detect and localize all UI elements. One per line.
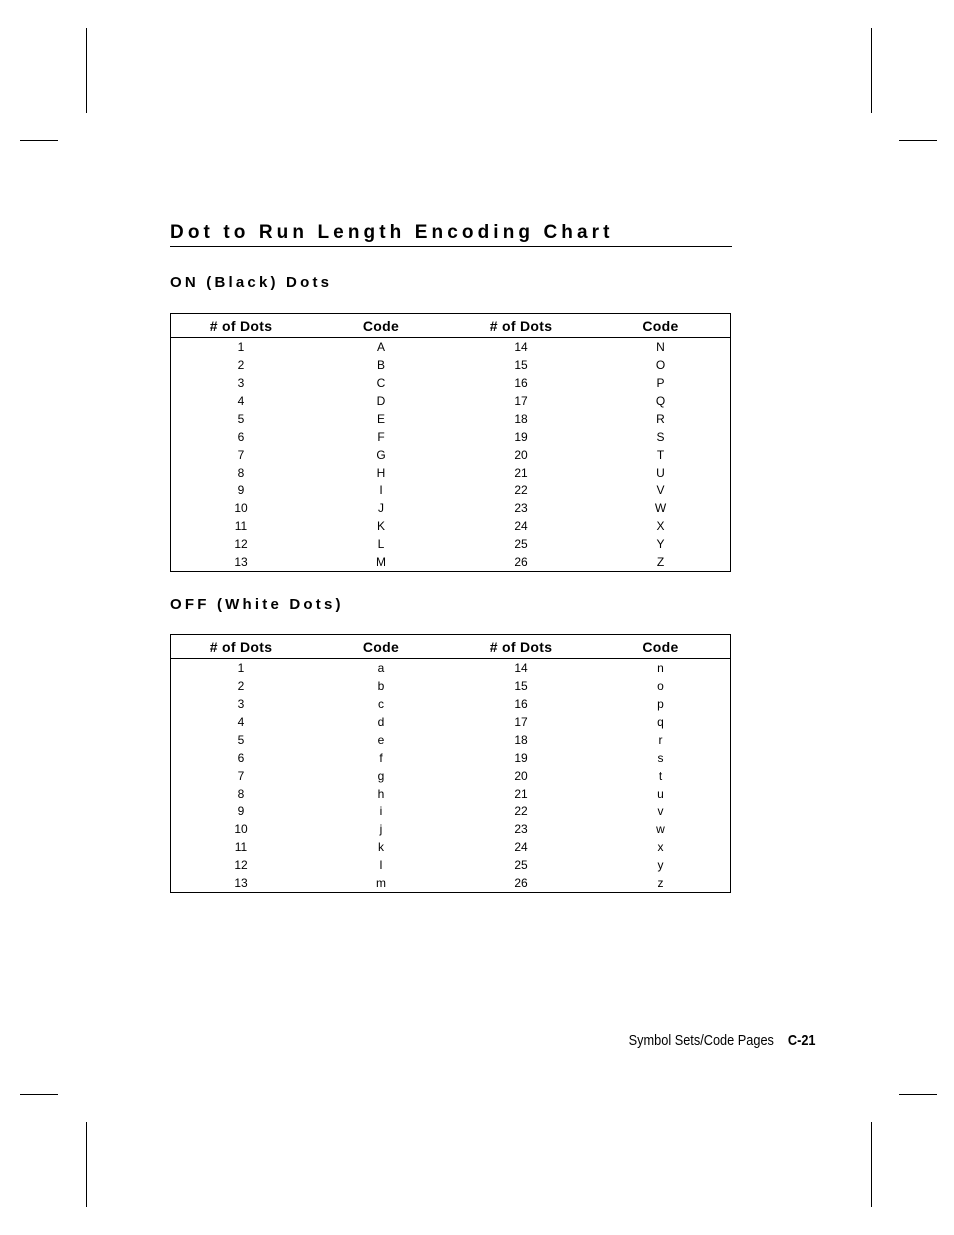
cell-code: c (378, 696, 384, 711)
cell-dots: 2 (237, 678, 245, 693)
header-code-2: Code (642, 317, 679, 334)
cell-code: Y (656, 537, 665, 552)
cell-dots: 12 (234, 858, 248, 873)
cell-code: L (377, 537, 385, 552)
table-row (171, 356, 730, 374)
cell-code: V (656, 483, 665, 498)
cell-dots: 18 (514, 732, 528, 747)
cell-code: A (376, 339, 385, 354)
cell-dots: 21 (514, 465, 528, 480)
cell-dots: 18 (514, 411, 528, 426)
cell-code: z (657, 876, 664, 891)
header-code-2: Code (642, 638, 679, 655)
cell-code: h (377, 786, 385, 801)
cell-dots: 6 (237, 429, 245, 444)
table-row (171, 874, 730, 892)
table-row (171, 499, 730, 517)
cell-dots: 7 (237, 447, 245, 462)
cell-dots: 8 (237, 465, 245, 480)
cell-dots: 26 (514, 555, 528, 570)
table-row (171, 517, 730, 535)
cell-code: O (655, 357, 666, 372)
cell-code: b (377, 678, 385, 693)
cell-dots: 6 (237, 750, 245, 765)
cell-code: X (656, 519, 665, 534)
cell-dots: 19 (514, 429, 528, 444)
table-row (171, 464, 730, 482)
cell-code: q (657, 714, 664, 729)
table-row (171, 410, 730, 428)
crop-mark-bottom-right-horizontal (899, 1094, 937, 1095)
header-dots-1: # of Dots (209, 638, 273, 655)
cell-code: x (657, 840, 664, 855)
crop-mark-bottom-left-horizontal (20, 1094, 58, 1095)
table-row (171, 838, 730, 856)
cell-code: Z (656, 555, 665, 570)
cell-code: P (656, 375, 665, 390)
cell-code: U (656, 465, 665, 480)
cell-dots: 20 (514, 768, 528, 783)
cell-dots: 25 (514, 537, 528, 552)
cell-code: B (376, 357, 385, 372)
cell-dots: 19 (514, 750, 528, 765)
cell-dots: 9 (237, 804, 245, 819)
cell-code: f (379, 750, 383, 765)
cell-code: I (379, 483, 383, 498)
table-row (171, 553, 730, 571)
cell-dots: 16 (514, 375, 528, 390)
table-row (171, 374, 730, 392)
page-number: C-21 (788, 1032, 816, 1049)
cell-dots: 16 (514, 696, 528, 711)
cell-code: y (657, 858, 664, 873)
cell-code: n (657, 660, 664, 675)
page-title: Dot to Run Length Encoding Chart (170, 221, 732, 247)
table-row (171, 446, 730, 464)
crop-mark-bottom-right-vertical (871, 1122, 872, 1207)
cell-dots: 14 (514, 660, 528, 675)
footer-section-label: Symbol Sets/Code Pages (628, 1032, 774, 1049)
cell-code: o (657, 678, 664, 693)
cell-code: d (377, 714, 385, 729)
cell-dots: 2 (237, 357, 245, 372)
cell-code: G (376, 447, 386, 462)
cell-code: v (657, 804, 664, 819)
off-dots-table-header (171, 635, 730, 659)
cell-code: r (658, 732, 663, 747)
cell-dots: 3 (237, 375, 245, 390)
cell-dots: 15 (514, 357, 528, 372)
cell-dots: 13 (234, 555, 248, 570)
cell-dots: 12 (234, 537, 248, 552)
cell-dots: 5 (237, 732, 245, 747)
cell-code: Q (655, 393, 666, 408)
off-dots-table (170, 634, 731, 893)
cell-code: T (656, 447, 665, 462)
cell-code: D (376, 393, 386, 408)
cell-code: C (376, 375, 386, 390)
table-row (171, 856, 730, 874)
cell-code: N (656, 339, 665, 354)
crop-mark-top-right-vertical (871, 28, 872, 113)
table-row (171, 695, 730, 713)
on-dots-table-header (171, 314, 730, 338)
table-row (171, 392, 730, 410)
table-row (171, 428, 730, 446)
header-dots-1: # of Dots (209, 317, 273, 334)
table-row (171, 820, 730, 838)
on-dots-table (170, 313, 731, 572)
cell-code: M (376, 555, 386, 570)
cell-code: k (378, 840, 384, 855)
header-dots-2: # of Dots (489, 638, 553, 655)
table-row (171, 482, 730, 500)
cell-dots: 3 (237, 696, 245, 711)
off-dots-heading: OFF (White Dots) (170, 596, 344, 613)
cell-code: g (377, 768, 385, 783)
table-row (171, 338, 730, 356)
cell-dots: 23 (514, 822, 528, 837)
on-dots-table-body (171, 338, 730, 571)
cell-dots: 1 (237, 660, 245, 675)
cell-code: s (657, 750, 664, 765)
cell-dots: 13 (234, 876, 248, 891)
cell-dots: 11 (234, 840, 248, 855)
cell-dots: 24 (514, 840, 528, 855)
cell-code: S (656, 429, 665, 444)
cell-dots: 8 (237, 786, 245, 801)
cell-code: R (656, 411, 665, 426)
cell-dots: 7 (237, 768, 245, 783)
table-row (171, 535, 730, 553)
cell-dots: 14 (514, 339, 528, 354)
cell-code: m (376, 876, 386, 891)
cell-code: H (376, 465, 386, 480)
cell-dots: 25 (514, 858, 528, 873)
cell-code: W (654, 501, 667, 516)
off-dots-table-body (171, 659, 730, 892)
cell-code: a (377, 660, 385, 675)
cell-dots: 4 (237, 393, 245, 408)
cell-dots: 5 (237, 411, 245, 426)
cell-dots: 24 (514, 519, 528, 534)
cell-dots: 4 (237, 714, 245, 729)
cell-code: F (377, 429, 385, 444)
table-row (171, 731, 730, 749)
cell-dots: 20 (514, 447, 528, 462)
header-dots-2: # of Dots (489, 317, 553, 334)
table-row (171, 659, 730, 677)
cell-dots: 11 (234, 519, 248, 534)
crop-mark-top-right-horizontal (899, 140, 937, 141)
cell-dots: 17 (514, 393, 528, 408)
page-footer (560, 1031, 816, 1051)
cell-code: J (378, 501, 384, 516)
table-row (171, 785, 730, 803)
cell-dots: 10 (234, 501, 248, 516)
table-row (171, 713, 730, 731)
table-row (171, 677, 730, 695)
cell-dots: 26 (514, 876, 528, 891)
crop-mark-top-left-horizontal (20, 140, 58, 141)
cell-code: e (377, 732, 385, 747)
cell-dots: 17 (514, 714, 528, 729)
header-code-1: Code (362, 638, 400, 655)
cell-code: u (657, 786, 664, 801)
table-row (171, 803, 730, 821)
cell-code: t (658, 768, 663, 783)
table-row (171, 767, 730, 785)
header-code-1: Code (362, 317, 400, 334)
cell-dots: 9 (237, 483, 245, 498)
cell-dots: 1 (237, 339, 245, 354)
cell-dots: 23 (514, 501, 528, 516)
cell-code: l (379, 858, 383, 873)
cell-code: j (379, 822, 383, 837)
crop-mark-bottom-left-vertical (86, 1122, 87, 1207)
cell-code: i (379, 804, 383, 819)
crop-mark-top-left-vertical (86, 28, 87, 113)
cell-code: p (657, 696, 664, 711)
cell-code: w (656, 822, 665, 837)
cell-dots: 10 (234, 822, 248, 837)
on-dots-heading: ON (Black) Dots (170, 274, 333, 291)
table-row (171, 749, 730, 767)
cell-code: K (376, 519, 385, 534)
cell-dots: 21 (514, 786, 528, 801)
cell-dots: 22 (514, 804, 528, 819)
cell-code: E (376, 411, 385, 426)
cell-dots: 15 (514, 678, 528, 693)
cell-dots: 22 (514, 483, 528, 498)
